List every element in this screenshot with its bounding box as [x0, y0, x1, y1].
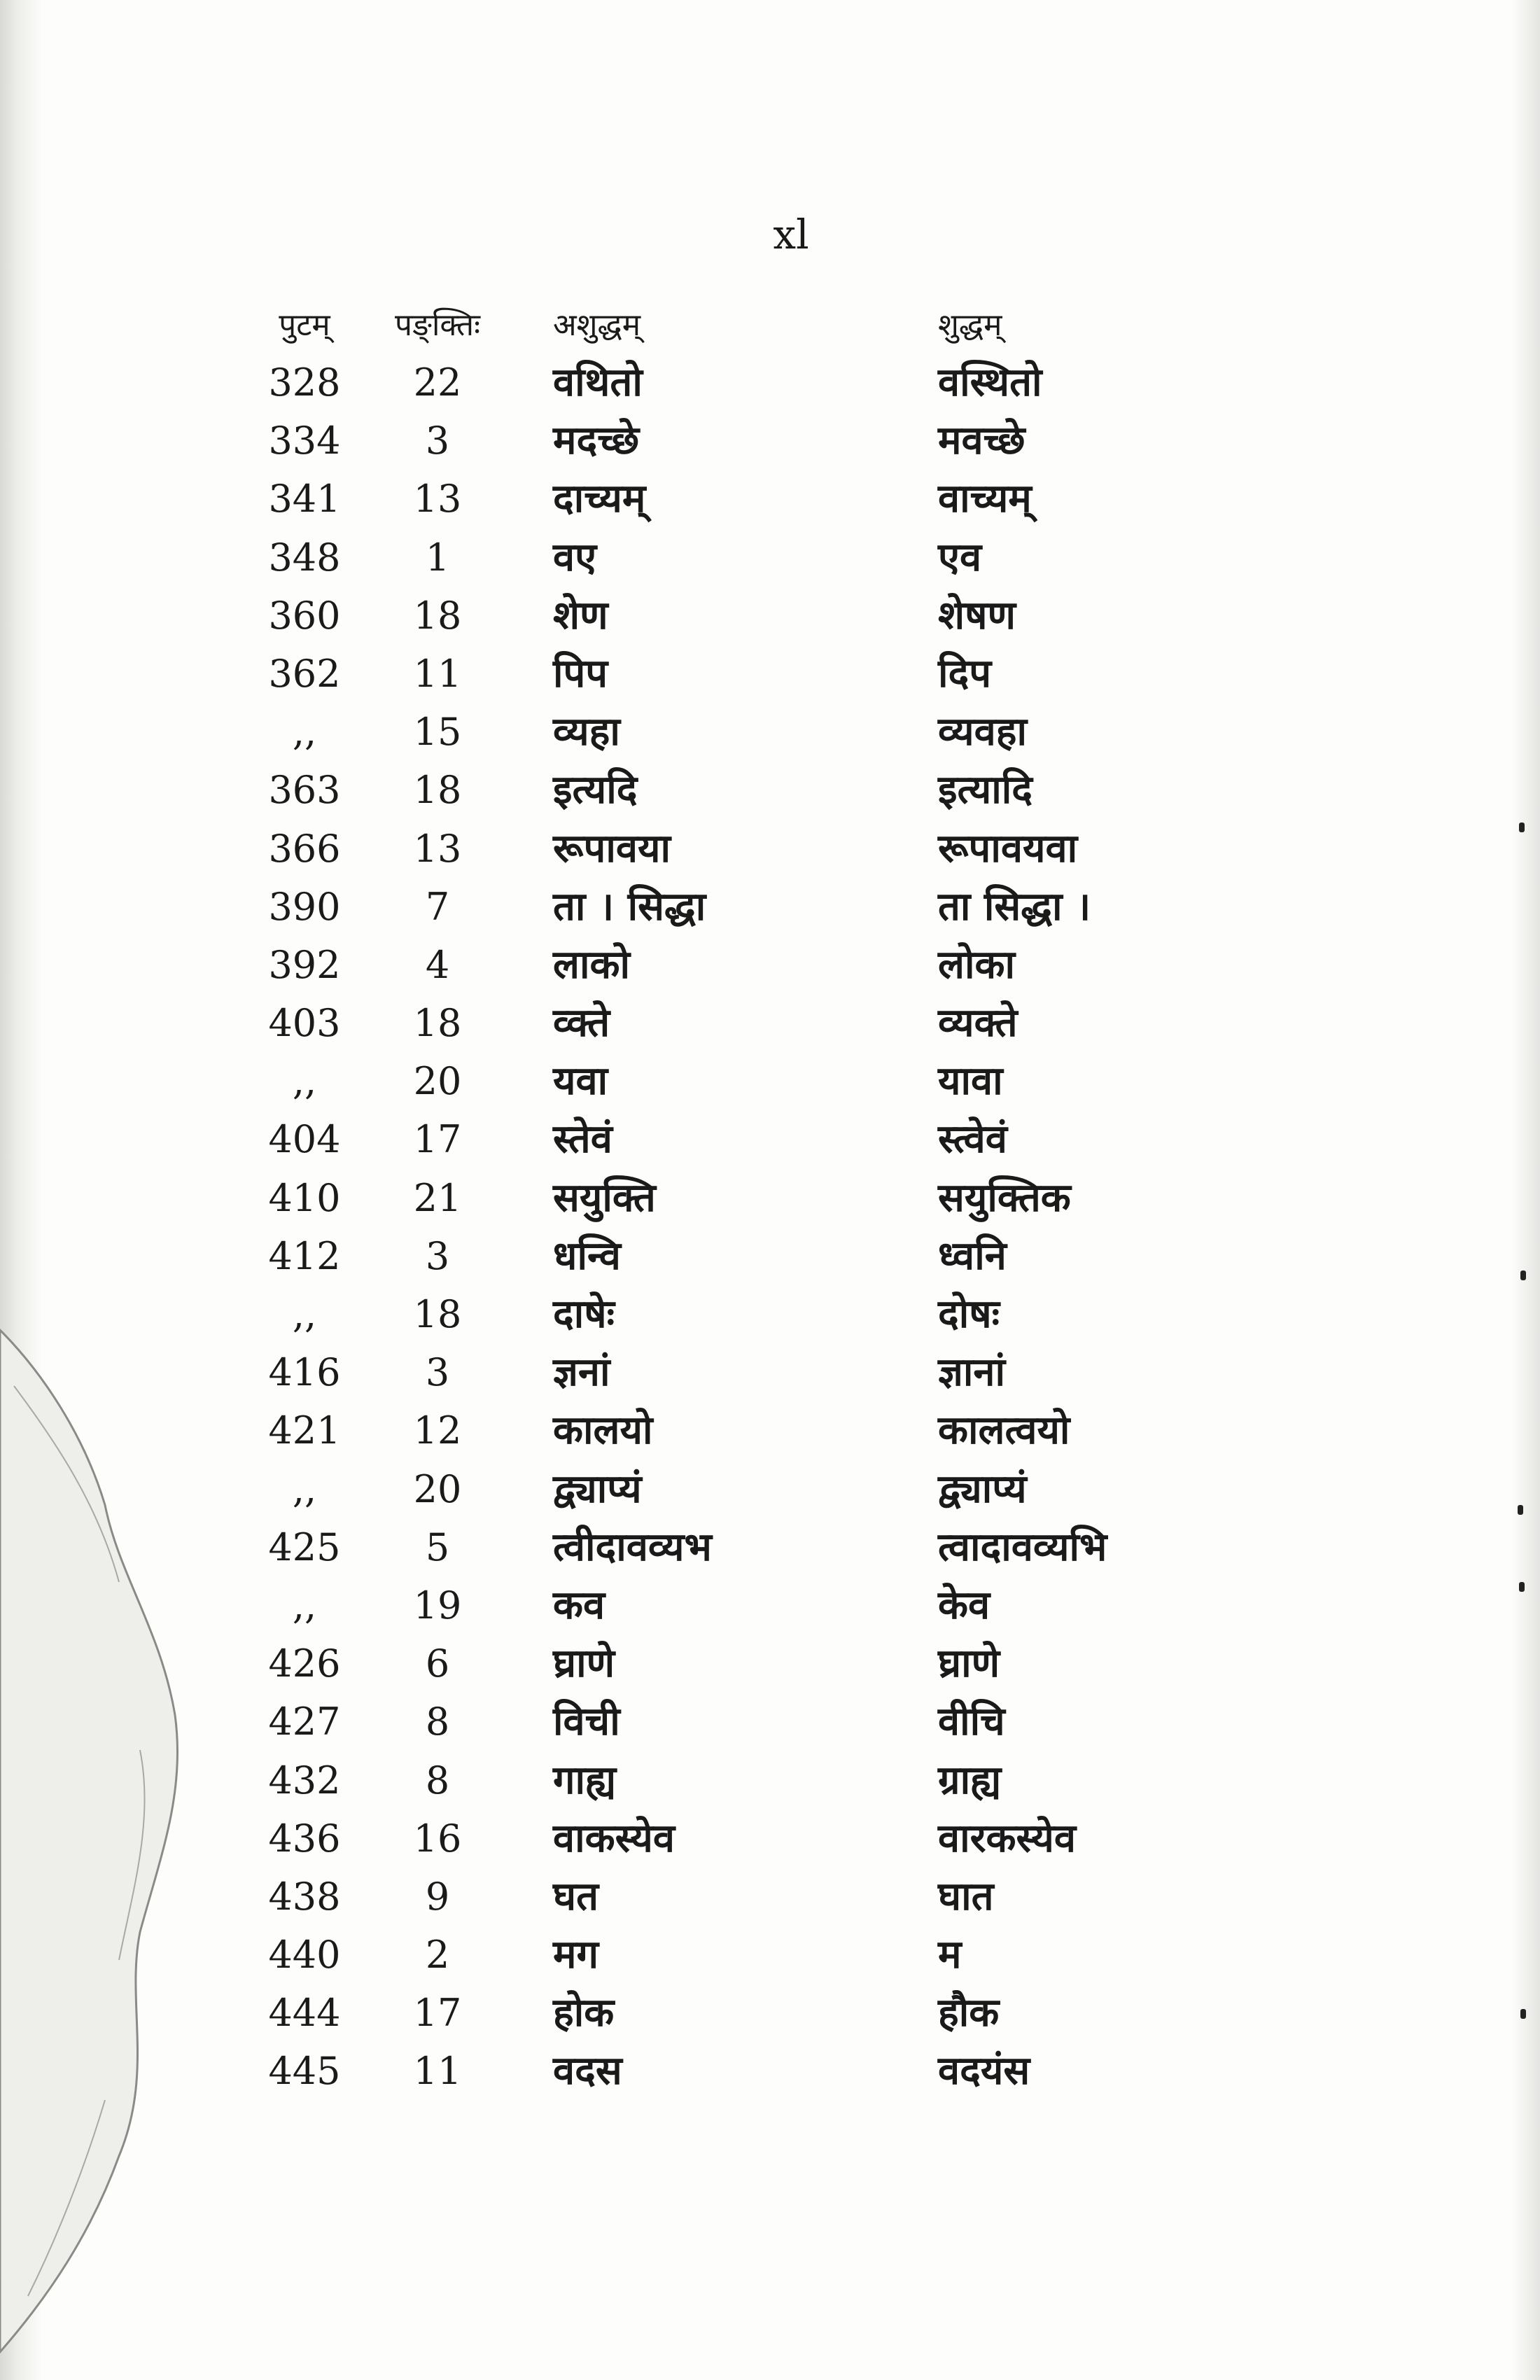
- incorrect-reading-cell: कालयो: [553, 1407, 653, 1454]
- line-number-cell: 19: [413, 1583, 462, 1628]
- correct-reading-cell: स्त्वेवं: [938, 1116, 1007, 1163]
- errata-row: [252, 645, 1246, 703]
- correct-reading-cell: सयुक्तिक: [938, 1174, 1071, 1221]
- correct-reading-cell: त्वादावव्यभि: [938, 1523, 1107, 1570]
- errata-row: [252, 1401, 1246, 1460]
- incorrect-reading-cell: वथितो: [553, 359, 643, 405]
- line-number-cell: 15: [413, 710, 462, 755]
- line-number-cell: 22: [413, 360, 462, 405]
- page-number: xl: [773, 211, 809, 258]
- line-number-cell: 11: [413, 651, 462, 696]
- page-number-cell: 440: [268, 1933, 341, 1977]
- line-number-cell: 21: [413, 1175, 462, 1220]
- line-number-cell: 18: [413, 593, 462, 638]
- page-number-cell: 328: [268, 360, 341, 405]
- errata-row: [252, 587, 1246, 645]
- correct-reading-cell: वस्थितो: [938, 359, 1042, 405]
- header-incorrect: अशुद्धम्: [553, 307, 641, 343]
- correct-reading-cell: ग्राह्य: [938, 1756, 1002, 1803]
- errata-row: [252, 1285, 1246, 1343]
- page-number-cell: 404: [268, 1117, 341, 1162]
- incorrect-reading-cell: स्तेवं: [553, 1116, 612, 1163]
- correct-reading-cell: एव: [938, 533, 982, 580]
- errata-row: [252, 703, 1246, 761]
- correct-reading-cell: ज्ञानां: [938, 1349, 1005, 1396]
- errata-row: [252, 1634, 1246, 1693]
- correct-reading-cell: इत्यादि: [938, 766, 1032, 813]
- errata-row: [252, 1052, 1246, 1110]
- line-number-cell: 4: [425, 942, 450, 987]
- incorrect-reading-cell: इत्यदि: [553, 766, 638, 813]
- scan-speck: [1519, 1582, 1525, 1592]
- incorrect-reading-cell: वदस: [553, 2047, 622, 2094]
- page-number-cell: 426: [268, 1642, 341, 1686]
- page-number-cell: 403: [268, 1001, 341, 1046]
- line-number-cell: 13: [413, 826, 462, 871]
- line-number-cell: 7: [425, 884, 450, 929]
- line-number-cell: 3: [425, 1233, 450, 1278]
- page-number-cell: ,,: [292, 1466, 317, 1511]
- page-number-cell: 436: [268, 1816, 341, 1861]
- page-number-cell: ,,: [292, 1292, 317, 1336]
- line-number-cell: 17: [413, 1117, 462, 1162]
- line-number-cell: 16: [413, 1816, 462, 1861]
- page-number-cell: ,,: [292, 1583, 317, 1628]
- page-number-cell: ,,: [292, 1059, 317, 1104]
- correct-reading-cell: घात: [938, 1872, 994, 1919]
- errata-row: [252, 1518, 1246, 1576]
- incorrect-reading-cell: घत: [553, 1872, 599, 1919]
- line-number-cell: 2: [425, 1933, 450, 1977]
- incorrect-reading-cell: यवा: [553, 1058, 608, 1105]
- incorrect-reading-cell: द्व्याप्यं: [553, 1465, 642, 1512]
- incorrect-reading-cell: शेण: [553, 592, 608, 638]
- correct-reading-cell: ता सिद्धा ।: [938, 883, 1091, 930]
- errata-row: [252, 1110, 1246, 1168]
- scan-speck: [1520, 2009, 1526, 2019]
- errata-table: [252, 298, 1246, 2101]
- errata-row: [252, 994, 1246, 1052]
- correct-reading-cell: लोका: [938, 941, 1015, 988]
- errata-rows: [252, 354, 1246, 2101]
- page-number-cell: 341: [268, 477, 341, 522]
- line-number-cell: 8: [425, 1700, 450, 1744]
- errata-row: [252, 1343, 1246, 1401]
- errata-header-row: [252, 298, 1246, 354]
- incorrect-reading-cell: सयुक्ति: [553, 1174, 656, 1221]
- incorrect-reading-cell: गाह्य: [553, 1756, 617, 1803]
- line-number-cell: 18: [413, 1292, 462, 1336]
- page-number-cell: 412: [268, 1233, 341, 1278]
- incorrect-reading-cell: दाच्यम्: [553, 475, 646, 522]
- page-number-cell: 334: [268, 419, 341, 463]
- correct-reading-cell: कालत्वयो: [938, 1407, 1070, 1454]
- page-number-cell: 392: [268, 942, 341, 987]
- page-number-cell: 444: [268, 1991, 341, 2036]
- page-number-cell: 416: [268, 1350, 341, 1395]
- page-number-cell: 360: [268, 593, 341, 638]
- incorrect-reading-cell: लाको: [553, 941, 630, 988]
- errata-row: [252, 1460, 1246, 1518]
- page-right-margin-shadow: [1512, 0, 1540, 2380]
- correct-reading-cell: दिप: [938, 650, 992, 696]
- header-correct: शुद्धम्: [938, 307, 1002, 343]
- page-number-cell: 348: [268, 535, 341, 580]
- page-number-cell: 366: [268, 826, 341, 871]
- errata-row: [252, 820, 1246, 878]
- torn-page-edge: [0, 0, 224, 2380]
- incorrect-reading-cell: वाकस्येव: [553, 1814, 676, 1861]
- errata-row: [252, 761, 1246, 819]
- correct-reading-cell: दोषः: [938, 1291, 1000, 1337]
- header-line: पङ्क्तिः: [395, 307, 480, 343]
- page-number-cell: 432: [268, 1758, 341, 1802]
- incorrect-reading-cell: घ्राणे: [553, 1640, 615, 1687]
- incorrect-reading-cell: कव: [553, 1581, 606, 1628]
- errata-row: [252, 1809, 1246, 1868]
- page-number-cell: 362: [268, 651, 341, 696]
- incorrect-reading-cell: पिप: [553, 650, 608, 696]
- errata-row: [252, 1227, 1246, 1285]
- page-number-cell: 427: [268, 1700, 341, 1744]
- correct-reading-cell: व्यवहा: [938, 708, 1028, 755]
- line-number-cell: 20: [413, 1059, 462, 1104]
- page-number-cell: 390: [268, 884, 341, 929]
- line-number-cell: 11: [413, 2049, 462, 2094]
- line-number-cell: 18: [413, 1001, 462, 1046]
- correct-reading-cell: वदयंस: [938, 2047, 1030, 2094]
- incorrect-reading-cell: होक: [553, 1989, 615, 2036]
- incorrect-reading-cell: रूपावया: [553, 825, 671, 872]
- correct-reading-cell: वीचि: [938, 1698, 1005, 1745]
- incorrect-reading-cell: व्यहा: [553, 708, 620, 755]
- errata-row: [252, 1984, 1246, 2042]
- line-number-cell: 20: [413, 1466, 462, 1511]
- page-number-cell: 438: [268, 1874, 341, 1919]
- line-number-cell: 3: [425, 1350, 450, 1395]
- line-number-cell: 8: [425, 1758, 450, 1802]
- page-number-cell: 410: [268, 1175, 341, 1220]
- correct-reading-cell: शेषण: [938, 592, 1016, 638]
- line-number-cell: 18: [413, 768, 462, 813]
- scan-speck: [1518, 1505, 1523, 1515]
- incorrect-reading-cell: मदच्छे: [553, 417, 640, 464]
- errata-row: [252, 878, 1246, 936]
- errata-row: [252, 936, 1246, 994]
- incorrect-reading-cell: धन्वि: [553, 1232, 621, 1279]
- errata-row: [252, 1868, 1246, 1926]
- errata-row: [252, 2042, 1246, 2100]
- line-number-cell: 17: [413, 1991, 462, 2036]
- line-number-cell: 6: [425, 1642, 450, 1686]
- line-number-cell: 3: [425, 419, 450, 463]
- line-number-cell: 1: [425, 535, 450, 580]
- errata-row: [252, 470, 1246, 528]
- errata-row: [252, 1169, 1246, 1227]
- correct-reading-cell: मवच्छे: [938, 417, 1026, 464]
- page-number-cell: 421: [268, 1408, 341, 1453]
- correct-reading-cell: व्यक्ते: [938, 1000, 1018, 1046]
- page-number-cell: 425: [268, 1525, 341, 1569]
- correct-reading-cell: यावा: [938, 1058, 1003, 1105]
- correct-reading-cell: ध्वनि: [938, 1232, 1007, 1279]
- line-number-cell: 9: [425, 1874, 450, 1919]
- errata-row: [252, 412, 1246, 470]
- incorrect-reading-cell: व्क्ते: [553, 1000, 610, 1046]
- incorrect-reading-cell: विची: [553, 1698, 620, 1745]
- incorrect-reading-cell: मग: [553, 1931, 599, 1978]
- errata-row: [252, 1751, 1246, 1809]
- correct-reading-cell: वारकस्येव: [938, 1814, 1076, 1861]
- errata-row: [252, 1576, 1246, 1634]
- incorrect-reading-cell: दाषेः: [553, 1291, 615, 1337]
- page-number-cell: 445: [268, 2049, 341, 2094]
- correct-reading-cell: हौक: [938, 1989, 1000, 2036]
- correct-reading-cell: केव: [938, 1581, 990, 1628]
- errata-row: [252, 1926, 1246, 1984]
- correct-reading-cell: द्व्याप्यं: [938, 1465, 1027, 1512]
- header-page: पुटम्: [279, 307, 330, 343]
- page-number-cell: ,,: [292, 710, 317, 755]
- scan-speck: [1519, 822, 1525, 832]
- incorrect-reading-cell: ज्ञनां: [553, 1349, 610, 1396]
- page-number-cell: 363: [268, 768, 341, 813]
- incorrect-reading-cell: त्वीदावव्यभ: [553, 1523, 712, 1570]
- incorrect-reading-cell: ता । सिद्धा: [553, 883, 706, 930]
- correct-reading-cell: म: [938, 1931, 962, 1978]
- correct-reading-cell: रूपावयवा: [938, 825, 1078, 872]
- scan-speck: [1520, 1270, 1526, 1280]
- line-number-cell: 12: [413, 1408, 462, 1453]
- incorrect-reading-cell: वए: [553, 533, 597, 580]
- errata-row: [252, 528, 1246, 587]
- line-number-cell: 13: [413, 477, 462, 522]
- correct-reading-cell: वाच्यम्: [938, 475, 1032, 522]
- errata-row: [252, 1693, 1246, 1751]
- correct-reading-cell: घ्राणे: [938, 1640, 1000, 1687]
- line-number-cell: 5: [425, 1525, 450, 1569]
- errata-row: [252, 354, 1246, 412]
